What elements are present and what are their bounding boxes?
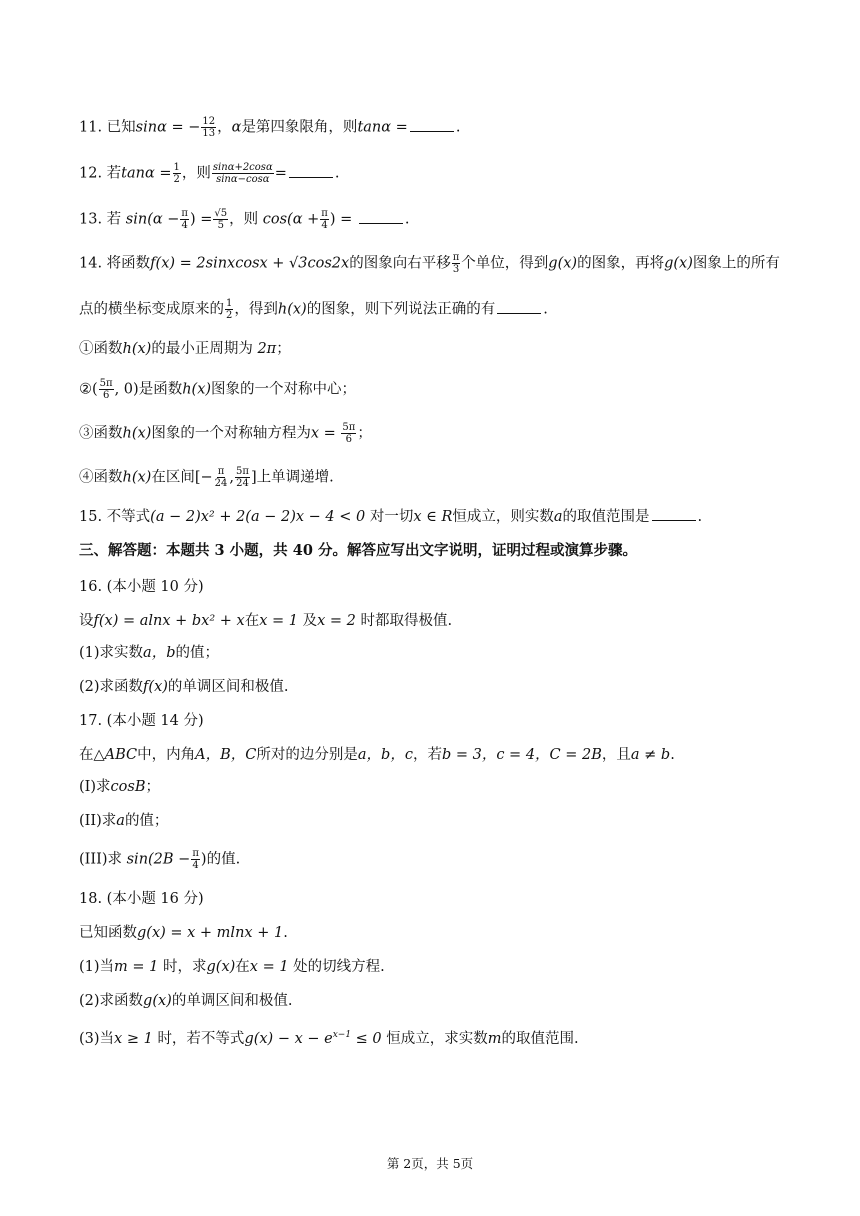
question-16-part-2: (2)求函数f(x)的单调区间和极值. (79, 679, 289, 695)
question-18: 已知函数g(x) = x + mlnx + 1. (79, 925, 288, 941)
question-17-heading: 17. (本小题 14 分) (79, 713, 204, 729)
question-16-part-1: (1)求实数a，b的值； (79, 645, 219, 661)
answer-blank[interactable] (652, 506, 696, 521)
answer-blank[interactable] (497, 299, 541, 314)
question-18-heading: 18. (本小题 16 分) (79, 891, 204, 907)
question-17-part-2: (II)求a的值； (79, 813, 169, 829)
option-1: ①函数h(x)的最小正周期为 2π； (79, 341, 291, 357)
page-footer: 第 2页，共 5页 (386, 1156, 474, 1171)
option-2: ②( $\frac{5\pi}{6}$ , 0)是函数h(x)图象的一个对称中心； (79, 378, 357, 401)
answer-blank[interactable] (289, 163, 333, 178)
option-4: ④函数h(x)在区间[− $\frac{\pi}{24}$ , $\frac{5\pi}{24}$ ]上单调递增. (79, 466, 334, 489)
option-3: ③函数h(x)图象的一个对称轴方程为x = $\frac{5\pi}{6}$ ； (79, 422, 372, 445)
question-11: 11. 已知sinα = − $\frac{12}{13}$ ，α是第四象限角，则tanα = . (79, 116, 461, 139)
section-heading: 三、解答题：本题共 3 小题，共 40 分。解答应写出文字说明，证明过程或演算步骤。 (79, 542, 637, 559)
answer-blank[interactable] (359, 209, 403, 224)
question-17-part-3: (III)求 sin(2B − $\frac{\pi}{4}$ )的值. (79, 848, 241, 871)
question-12: 12. 若tanα = $\frac{1}{2}$ ，则 $\frac{\sin\alpha+2\cos\alpha}{\sin\alpha-\cos\alpha}$ = . (79, 162, 340, 185)
question-17: 在△ABC中，内角A，B，C所对的边分别是a，b，c，若b = 3，c = 4，C = 2B，且a ≠ b. (79, 747, 675, 763)
question-16: 设f(x) = alnx + bx² + x在x = 1 及x = 2 时都取得极值. (79, 613, 453, 629)
answer-blank[interactable] (410, 117, 454, 132)
question-14: 14. 将函数f(x) = 2sinxcosx + √3cos2x的图象向右平移 $\frac{\pi}{3}$ 个单位，得到g(x)的图象，再将g(x)图象上的所有 (79, 252, 780, 275)
question-16-heading: 16. (本小题 10 分) (79, 579, 204, 595)
question-13: 13. 若 sin(α − $\frac{\pi}{4}$ ) = $\frac{√5}{5}$ ，则 cos(α + $\frac{\pi}{4}$ ) = . (79, 208, 410, 231)
question-15: 15. 不等式(a − 2)x² + 2(a − 2)x − 4 < 0 对一切x ∈ R恒成立，则实数a的取值范围是 . (79, 506, 800, 528)
question-14-line-2: 点的横坐标变成原来的 $\frac{1}{2}$ ，得到h(x)的图象，则下列说法正确的有 . (79, 298, 548, 321)
question-18-part-2: (2)求函数g(x)的单调区间和极值. (79, 993, 293, 1009)
question-18-part-3: (3)当x ≥ 1 时，若不等式$g(x) - x - e^{x-1} \le 0$ 恒成立，求实数m的取值范围. (79, 1030, 579, 1047)
question-17-part-1: (I)求cosB； (79, 779, 160, 795)
question-18-part-1: (1)当m = 1 时，求g(x)在x = 1 处的切线方程. (79, 959, 385, 975)
